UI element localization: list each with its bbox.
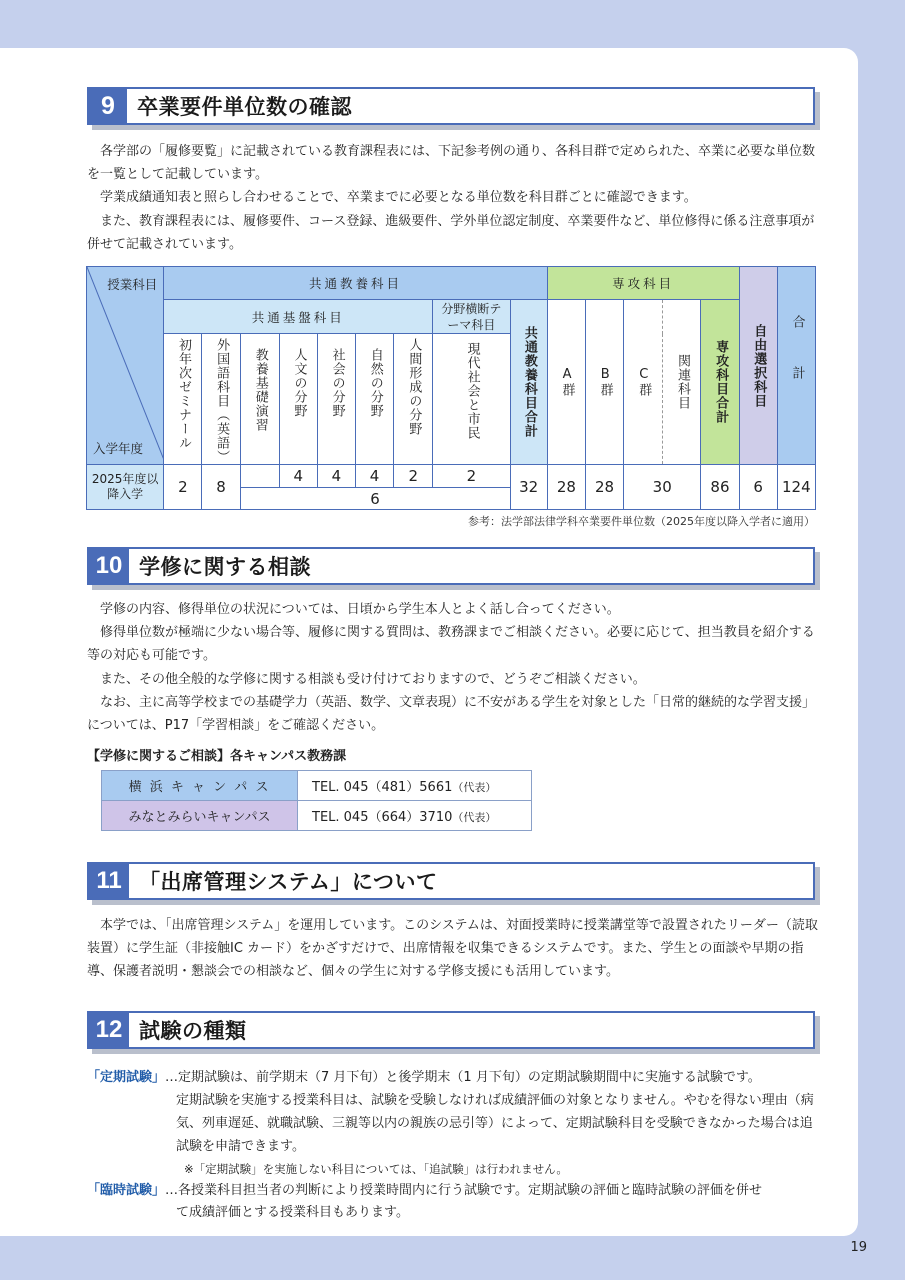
page-number: 19 — [850, 1240, 867, 1255]
temp-exam-label: 「臨時試験」 — [87, 1183, 166, 1198]
basic-header: 共通基盤科目 — [164, 300, 433, 334]
col-seminar: 初年次ゼミナール — [164, 334, 202, 465]
regular-exam-line — [87, 1066, 761, 1089]
col-humanities: 人文の分野 — [279, 334, 317, 465]
section-12-heading — [87, 1011, 815, 1049]
contact-row — [102, 771, 532, 801]
value-cell: 2 — [433, 465, 510, 488]
section-9-body — [87, 140, 822, 256]
paragraph: また、その他全般的な学修に関する相談も受け付けておりますので、どうぞご相談ください。 — [100, 671, 646, 687]
value-cell: 30 — [624, 465, 701, 510]
cross-header: 分野横断テーマ科目 — [433, 300, 510, 334]
section-11-body — [87, 914, 822, 984]
value-cell: 32 — [510, 465, 547, 510]
paragraph: 修得単位数が極端に少ない場合等、履修に関する質問は、教務課までご相談ください。必要に応じて、担当教員を紹介する等の対応も可能です。 — [87, 625, 815, 664]
regular-exam-label: 「定期試験」 — [87, 1070, 166, 1085]
section-10-heading — [87, 547, 815, 585]
total-header: 合計 — [777, 267, 815, 465]
paragraph: また、教育課程表には、履修要件、コース登録、進級要件、学外単位認定制度、卒業要件など、単位修得に係る注意事項が併せて記載されています。 — [87, 213, 815, 252]
value-cell: 4 — [317, 465, 355, 488]
contact-label: 【学修に関するご相談】各キャンパス教務課 — [87, 749, 347, 764]
paragraph: 本学では、「出席管理システム」を運用しています。このシステムは、対面授業時に授業講堂等で設置されたリーダー（読取装置）に学生証（非接触IC カード）をかざすだけで、出席情報を収集できるシステムです。また、学生との面談や早期の指導、保護者説明・懇談会での相談など、個々の学生に対する学修支援にも活用しています。 — [87, 918, 818, 980]
value-cell: 86 — [701, 465, 739, 510]
phone: TEL. 045（481）5661（代表） — [298, 771, 532, 801]
diagonal-line — [87, 267, 164, 460]
section-title: 卒業要件単位数の確認 — [137, 95, 352, 119]
corner-top-label: 授業科目 — [107, 277, 158, 292]
section-number: 9 — [89, 89, 127, 123]
section-number: 12 — [89, 1013, 129, 1047]
paragraph: 各学部の「履修要覧」に記載されている教育課程表には、下記参考例の通り、各科目群で定められた、卒業に必要な単位数を一覧として記載しています。 — [87, 144, 816, 183]
related-header: 関連科目 — [663, 300, 701, 465]
value-cell: 8 — [202, 465, 240, 510]
paragraph: 定期試験を実施する授業科目は、試験を受験しなければ成績評価の対象となりません。やむを得ない理由（病気、列車遅延、就職試験、三親等以内の親族の忌引等）によって、定期試験科目を受験できなかった場合は追試験を申請できます。 — [176, 1093, 814, 1154]
campus-name: みなとみらいキャンパス — [102, 801, 298, 831]
temp-exam-line — [87, 1179, 762, 1202]
value-cell: 6 — [739, 465, 777, 510]
section-11-heading — [87, 862, 815, 900]
paragraph: て成績評価とする授業科目もあります。 — [176, 1205, 409, 1220]
table-corner-cell — [87, 267, 164, 465]
group-b-header: B群 — [585, 300, 623, 465]
section-title: 学修に関する相談 — [139, 555, 311, 579]
common-header: 共通教養科目 — [164, 267, 548, 300]
col-social: 社会の分野 — [317, 334, 355, 465]
col-english: 外国語科目（英語） — [202, 334, 240, 465]
col-modern: 現代社会と市民 — [433, 334, 510, 465]
paragraph: なお、主に高等学校までの基礎学力（英語、数学、文章表現）に不安がある学生を対象とした「日常的継続的な学習支援」については、P17「学習相談」をご確認ください。 — [87, 694, 816, 734]
col-natural: 自然の分野 — [356, 334, 394, 465]
section-10-body — [87, 598, 822, 737]
row-label: 2025年度以降入学 — [87, 465, 164, 510]
value-cell: 4 — [279, 465, 317, 488]
regular-exam-text: …定期試験は、前学期末（7 月下旬）と後学期末（1 月下旬）の定期試験期間中に実施する試験です。 — [165, 1070, 761, 1085]
paragraph: 学修の内容、修得単位の状況については、日頃から学生本人とよく話し合ってください。 — [100, 602, 620, 617]
major-header: 専攻科目 — [547, 267, 739, 300]
section-number: 11 — [89, 864, 129, 898]
value-cell: 124 — [777, 465, 815, 510]
group-a-header: A群 — [547, 300, 585, 465]
value-cell: 28 — [585, 465, 623, 510]
value-cell: 2 — [164, 465, 202, 510]
temp-exam-text: …各授業科目担当者の判断により授業時間内に行う試験です。定期試験の評価と臨時試験の評価を併せ — [165, 1183, 762, 1198]
value-cell: 2 — [394, 465, 433, 488]
section-title: 試験の種類 — [139, 1019, 247, 1043]
major-total-header: 専攻科目合計 — [701, 300, 739, 465]
value-cell: 6 — [240, 488, 510, 510]
value-cell: 28 — [547, 465, 585, 510]
regular-exam-note: ※「定期試験」を実施しない科目については、「追試験」は行われません。 — [184, 1162, 568, 1176]
value-cell: 4 — [356, 465, 394, 488]
common-total-header: 共通教養科目合計 — [510, 300, 547, 465]
group-c-header: C群 — [624, 300, 663, 465]
section-title: 「出席管理システム」について — [139, 870, 438, 894]
value-cell-empty — [240, 465, 279, 488]
corner-bottom-label: 入学年度 — [93, 441, 144, 456]
section-number: 10 — [89, 549, 129, 583]
col-human: 人間形成の分野 — [394, 334, 433, 465]
phone: TEL. 045（664）3710（代表） — [298, 801, 532, 831]
campus-name: 横 浜 キ ャ ン パ ス — [102, 771, 298, 801]
contact-row — [102, 801, 532, 831]
col-basic-seminar: 教養基礎演習 — [240, 334, 279, 465]
section-9-heading — [87, 87, 815, 125]
regular-exam-detail — [176, 1089, 821, 1181]
contact-table — [101, 770, 532, 831]
free-elective-header: 自由選択科目 — [739, 267, 777, 465]
table-caption: 参考：法学部法律学科卒業要件単位数（2025年度以降入学者に適用） — [468, 515, 815, 528]
graduation-requirements-table — [86, 266, 816, 510]
temp-exam-detail — [176, 1201, 821, 1224]
paragraph: 学業成績通知表と照らし合わせることで、卒業までに必要となる単位数を科目群ごとに確認できます。 — [100, 190, 697, 206]
